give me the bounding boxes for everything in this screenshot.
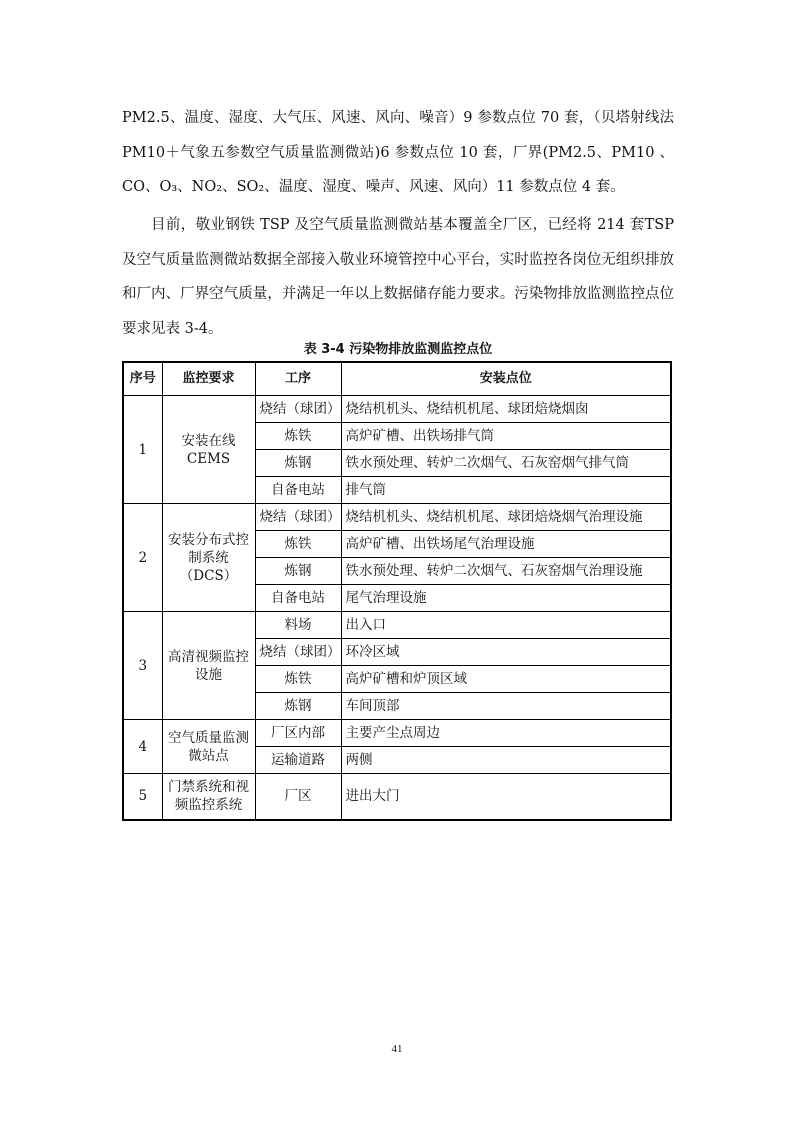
row-location: 烧结机机头、烧结机机尾、球团焙烧烟气治理设施 <box>341 504 671 531</box>
row-process: 炼钢 <box>255 693 341 720</box>
row-location: 主要产尘点周边 <box>341 720 671 747</box>
row-no: 1 <box>123 396 162 504</box>
row-requirement: 空气质量监测微站点 <box>162 720 255 774</box>
row-location: 铁水预处理、转炉二次烟气、石灰窑烟气治理设施 <box>341 558 671 585</box>
row-process: 炼钢 <box>255 450 341 477</box>
row-no: 3 <box>123 612 162 720</box>
table-row <box>123 774 671 820</box>
row-location: 两侧 <box>341 747 671 774</box>
row-process: 自备电站 <box>255 585 341 612</box>
row-process: 烧结（球团） <box>255 504 341 531</box>
row-location: 车间顶部 <box>341 693 671 720</box>
table-row <box>123 396 671 423</box>
table-header-row <box>123 362 671 396</box>
row-process: 炼铁 <box>255 531 341 558</box>
row-process: 炼钢 <box>255 558 341 585</box>
row-location: 高炉矿槽、出铁场排气筒 <box>341 423 671 450</box>
row-process: 炼铁 <box>255 666 341 693</box>
row-process: 厂区内部 <box>255 720 341 747</box>
row-location: 尾气治理设施 <box>341 585 671 612</box>
row-process: 炼铁 <box>255 423 341 450</box>
header-no: 序号 <box>123 362 162 396</box>
row-location: 环冷区域 <box>341 639 671 666</box>
table-caption: 表 3-4 污染物排放监测监控点位 <box>303 342 493 357</box>
row-process: 烧结（球团） <box>255 639 341 666</box>
row-location: 出入口 <box>341 612 671 639</box>
table-row <box>123 504 671 531</box>
row-location: 排气筒 <box>341 477 671 504</box>
row-requirement: 安装分布式控制系统（DCS） <box>162 504 255 612</box>
row-no: 4 <box>123 720 162 774</box>
header-requirement: 监控要求 <box>162 362 255 396</box>
row-process: 运输道路 <box>255 747 341 774</box>
row-process: 烧结（球团） <box>255 396 341 423</box>
paragraph-2: 目前，敬业钢铁 TSP 及空气质量监测微站基本覆盖全厂区，已经将 214 套TSP 及空气质量监测微站数据全部接入敬业环境管控中心平台，实时监控各岗位无组织排放和厂内、厂界空气质量，并满足一年以上数据储存能力要求。污染物排放监测监控点位要求见表 3-4。 <box>122 217 674 337</box>
paragraph-1: PM2.5、温度、湿度、大气压、风速、风向、噪音）9 参数点位 70 套，（贝塔射线法PM10＋气象五参数空气质量监测微站)6 参数点位 10 套，厂界(PM2.5、PM10 、CO、O₃、NO₂、SO₂、温度、湿度、噪声、风速、风向）11 参数点位 4 套。 <box>122 110 674 195</box>
row-location: 高炉矿槽、出铁场尾气治理设施 <box>341 531 671 558</box>
row-location: 铁水预处理、转炉二次烟气、石灰窑烟气排气筒 <box>341 450 671 477</box>
table-row <box>123 612 671 639</box>
table-row <box>123 720 671 747</box>
row-location: 烧结机机头、烧结机机尾、球团焙烧烟囱 <box>341 396 671 423</box>
page-number: 41 <box>391 1043 403 1055</box>
row-process: 厂区 <box>255 774 341 820</box>
row-process: 料场 <box>255 612 341 639</box>
row-location: 进出大门 <box>341 774 671 820</box>
header-location: 安装点位 <box>341 362 671 396</box>
row-no: 2 <box>123 504 162 612</box>
monitoring-points-table <box>122 361 672 821</box>
row-requirement: 高清视频监控设施 <box>162 612 255 720</box>
header-process: 工序 <box>255 362 341 396</box>
row-process: 自备电站 <box>255 477 341 504</box>
row-no: 5 <box>123 774 162 820</box>
row-requirement: 门禁系统和视频监控系统 <box>162 774 255 820</box>
row-location: 高炉矿槽和炉顶区域 <box>341 666 671 693</box>
row-requirement: 安装在线CEMS <box>162 396 255 504</box>
